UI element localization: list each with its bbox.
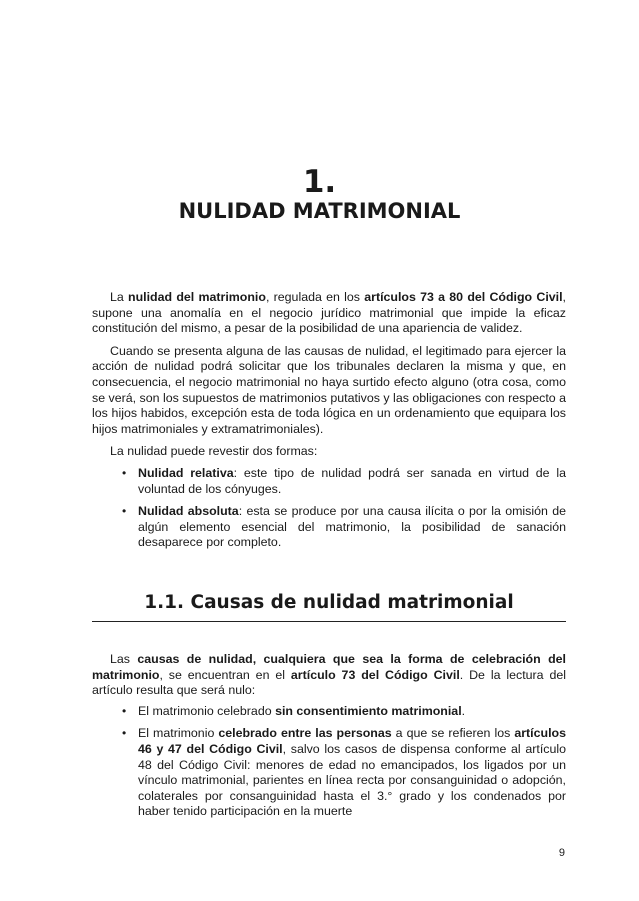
section-divider — [92, 621, 566, 622]
text-run: . — [461, 703, 466, 718]
text-run: . De la lectura del artículo resulta que será nulo: — [92, 667, 566, 698]
text-run: La — [110, 290, 129, 304]
list-item — [122, 703, 566, 720]
bullet-icon: • — [122, 504, 127, 519]
text-run: , supone una anomalía en el negocio jurídico matrimonial que impide la eficaz constitución del mismo, a pesar de la posibilidad de una apariencia de validez. — [92, 290, 566, 336]
intro-paragraph-1 — [92, 290, 566, 337]
section-paragraph-1 — [92, 652, 566, 699]
text-run: Las — [110, 652, 138, 666]
text-run: , regulada en los — [265, 290, 365, 304]
section-title: 1.1. Causas de nulidad matrimonial — [144, 592, 514, 613]
bold-text-run: nulidad del matrimonio — [128, 290, 266, 304]
intro-block — [92, 290, 566, 551]
text-run: , se encuentran en el — [159, 667, 291, 682]
list-item — [122, 504, 566, 551]
list-item-text — [138, 704, 465, 718]
list-item — [122, 465, 566, 497]
text-run: , salvo los casos de dispensa conforme al artículo 48 del Código Civil: menores de edad no emancipados, los ligados por un vínculo matrimonial, parientes en línea recta por consanguinidad o adopción, colaterales por consanguinidad hasta el 3.° grado y los condenados por haber tenido participación en la muerte — [138, 741, 566, 819]
list-item-text — [138, 726, 566, 818]
text-run: El matrimonio — [138, 726, 219, 741]
intro-paragraph-2: Cuando se presenta alguna de las causas de nulidad, el legitimado para ejercer la acción de nulidad podrá solicitar que los tribunales declaren la misma y que, en consecuencia, el negocio matrimonial no haya surtido efecto alguno (otra cosa, como se verá, son los supuestos de matrimonios putativos y las obligaciones con respecto a los hijos habidos, excepción esta de toda lógica en un ordenamiento que equipara los hijos matrimoniales y extramatrimoniales). — [92, 343, 566, 436]
bold-text-run: sin consentimiento matrimonial — [275, 703, 462, 718]
bold-text-run: celebrado entre las personas — [218, 726, 392, 741]
section-block — [92, 652, 566, 820]
bold-text-run: artículo 73 del Código Civil — [290, 667, 460, 682]
nullity-types-list — [92, 466, 566, 551]
bold-text-run: artículos 73 a 80 del Código Civil — [364, 290, 563, 304]
list-item-text: : este tipo de nulidad podrá ser sanada en virtud de la voluntad de los cónyuges. — [138, 465, 566, 496]
list-item-text: : esta se produce por una causa ilícita o por la omisión de algún elemento esencial del matrimonio, la posibilidad de sanación desaparece por completo. — [138, 504, 566, 550]
list-item-term: Nulidad relativa — [138, 465, 234, 480]
text-run: a que se refieren los — [391, 726, 515, 741]
bullet-icon: • — [122, 465, 127, 480]
list-item-term: Nulidad absoluta — [138, 504, 239, 519]
text-run: El matrimonio celebrado — [138, 703, 276, 718]
page-number: 9 — [558, 847, 565, 859]
chapter-number: 1. — [302, 164, 337, 200]
list-item — [122, 726, 566, 820]
bold-text-run: artículos 46 y 47 del Código Civil — [138, 726, 566, 756]
bold-text-run: causas de nulidad, cualquiera que sea la forma de celebración del matrimonio — [92, 652, 566, 682]
bullet-icon: • — [122, 703, 127, 718]
bullet-icon: • — [122, 726, 127, 741]
chapter-title: NULIDAD MATRIMONIAL — [178, 199, 461, 223]
nullity-causes-list — [92, 704, 566, 820]
intro-paragraph-3: La nulidad puede revestir dos formas: — [110, 444, 318, 459]
